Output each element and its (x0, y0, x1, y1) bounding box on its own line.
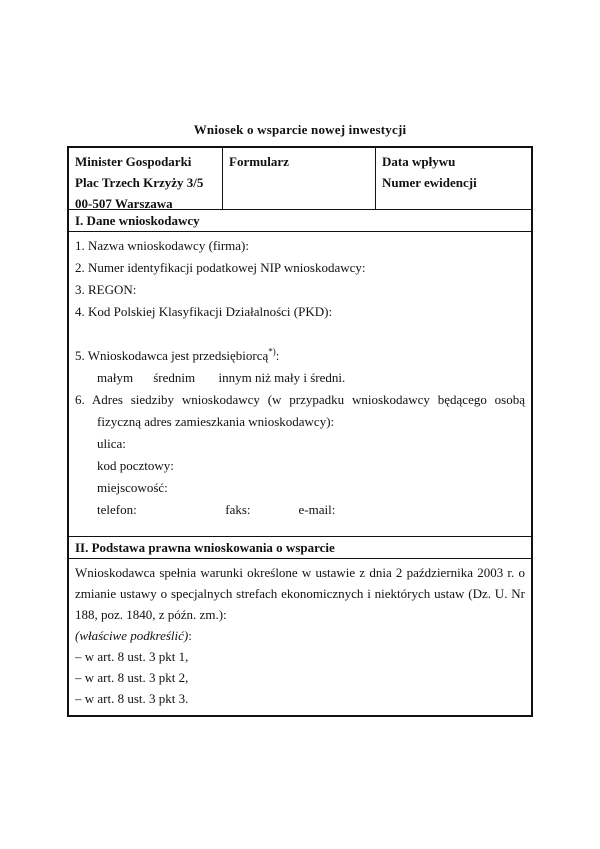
footnote-mark: *) (268, 346, 276, 357)
authority-street: Plac Trzech Krzyży 3/5 (75, 175, 204, 190)
date-registry-cell (376, 148, 531, 209)
spacer (75, 521, 525, 533)
section-ii-heading: II. Podstawa prawna wnioskowania o wsparcie (69, 537, 531, 559)
application-form-table (67, 146, 533, 717)
authority-address-cell (69, 148, 223, 209)
underline-instruction: (właściwe podkreślić): (75, 628, 192, 643)
legal-option-3: – w art. 8 ust. 3 pkt 3. (75, 691, 189, 706)
field-postal-code: kod pocztowy: (97, 458, 174, 473)
field-city: miejscowość: (97, 480, 168, 495)
form-title: Wniosek o wsparcie nowej inwestycji (193, 122, 407, 137)
field-pkd: 4. Kod Polskiej Klasyfikacji Działalności (PKD): (75, 304, 333, 319)
field-nip: 2. Numer identyfikacji podatkowej NIP wnioskodawcy: (75, 260, 366, 275)
field-street: ulica: (97, 436, 126, 451)
form-header-row (69, 148, 531, 210)
form-label: Formularz (229, 154, 289, 169)
registry-number-label: Numer ewidencji (382, 175, 477, 190)
option-small: małym (97, 370, 134, 385)
date-received-label: Data wpływu (382, 154, 456, 169)
legal-option-1: – w art. 8 ust. 3 pkt 1, (75, 649, 189, 664)
field-fax: faks: (225, 502, 251, 517)
authority-name: Minister Gospodarki (75, 154, 192, 169)
section-i-heading: I. Dane wnioskodawcy (69, 210, 531, 232)
legal-option-2: – w art. 8 ust. 3 pkt 2, (75, 670, 189, 685)
option-medium: średnim (153, 370, 196, 385)
field-regon: 3. REGON: (75, 282, 137, 297)
field-entrepreneur-type: 5. Wnioskodawca jest przedsiębiorcą*): (75, 346, 280, 363)
spacer (75, 323, 525, 345)
field-phone: telefon: (97, 502, 137, 517)
field-email: e-mail: (298, 502, 336, 517)
legal-basis-paragraph: Wnioskodawca spełnia warunki określone w ustawie z dnia 2 października 2003 r. o zmianie ustawy o specjalnych strefach ekonomicznych i niektórych ustaw (Dz. U. Nr 188, poz. 1840, z późn. zm.): (75, 565, 525, 622)
section-i-body (69, 232, 531, 537)
section-ii-body (69, 559, 531, 715)
option-other: innym niż mały i średni. (218, 370, 346, 385)
field-applicant-name: 1. Nazwa wnioskodawcy (firma): (75, 238, 249, 253)
field-address-heading: 6. Adres siedziby wnioskodawcy (w przypadku wnioskodawcy będącego osobą fizyczną adres zamieszkania wnioskodawcy): (75, 392, 525, 429)
form-label-cell (223, 148, 376, 209)
authority-city: 00-507 Warszawa (75, 196, 173, 211)
field-contact-row (97, 499, 525, 521)
entrepreneur-type-options (97, 367, 525, 389)
